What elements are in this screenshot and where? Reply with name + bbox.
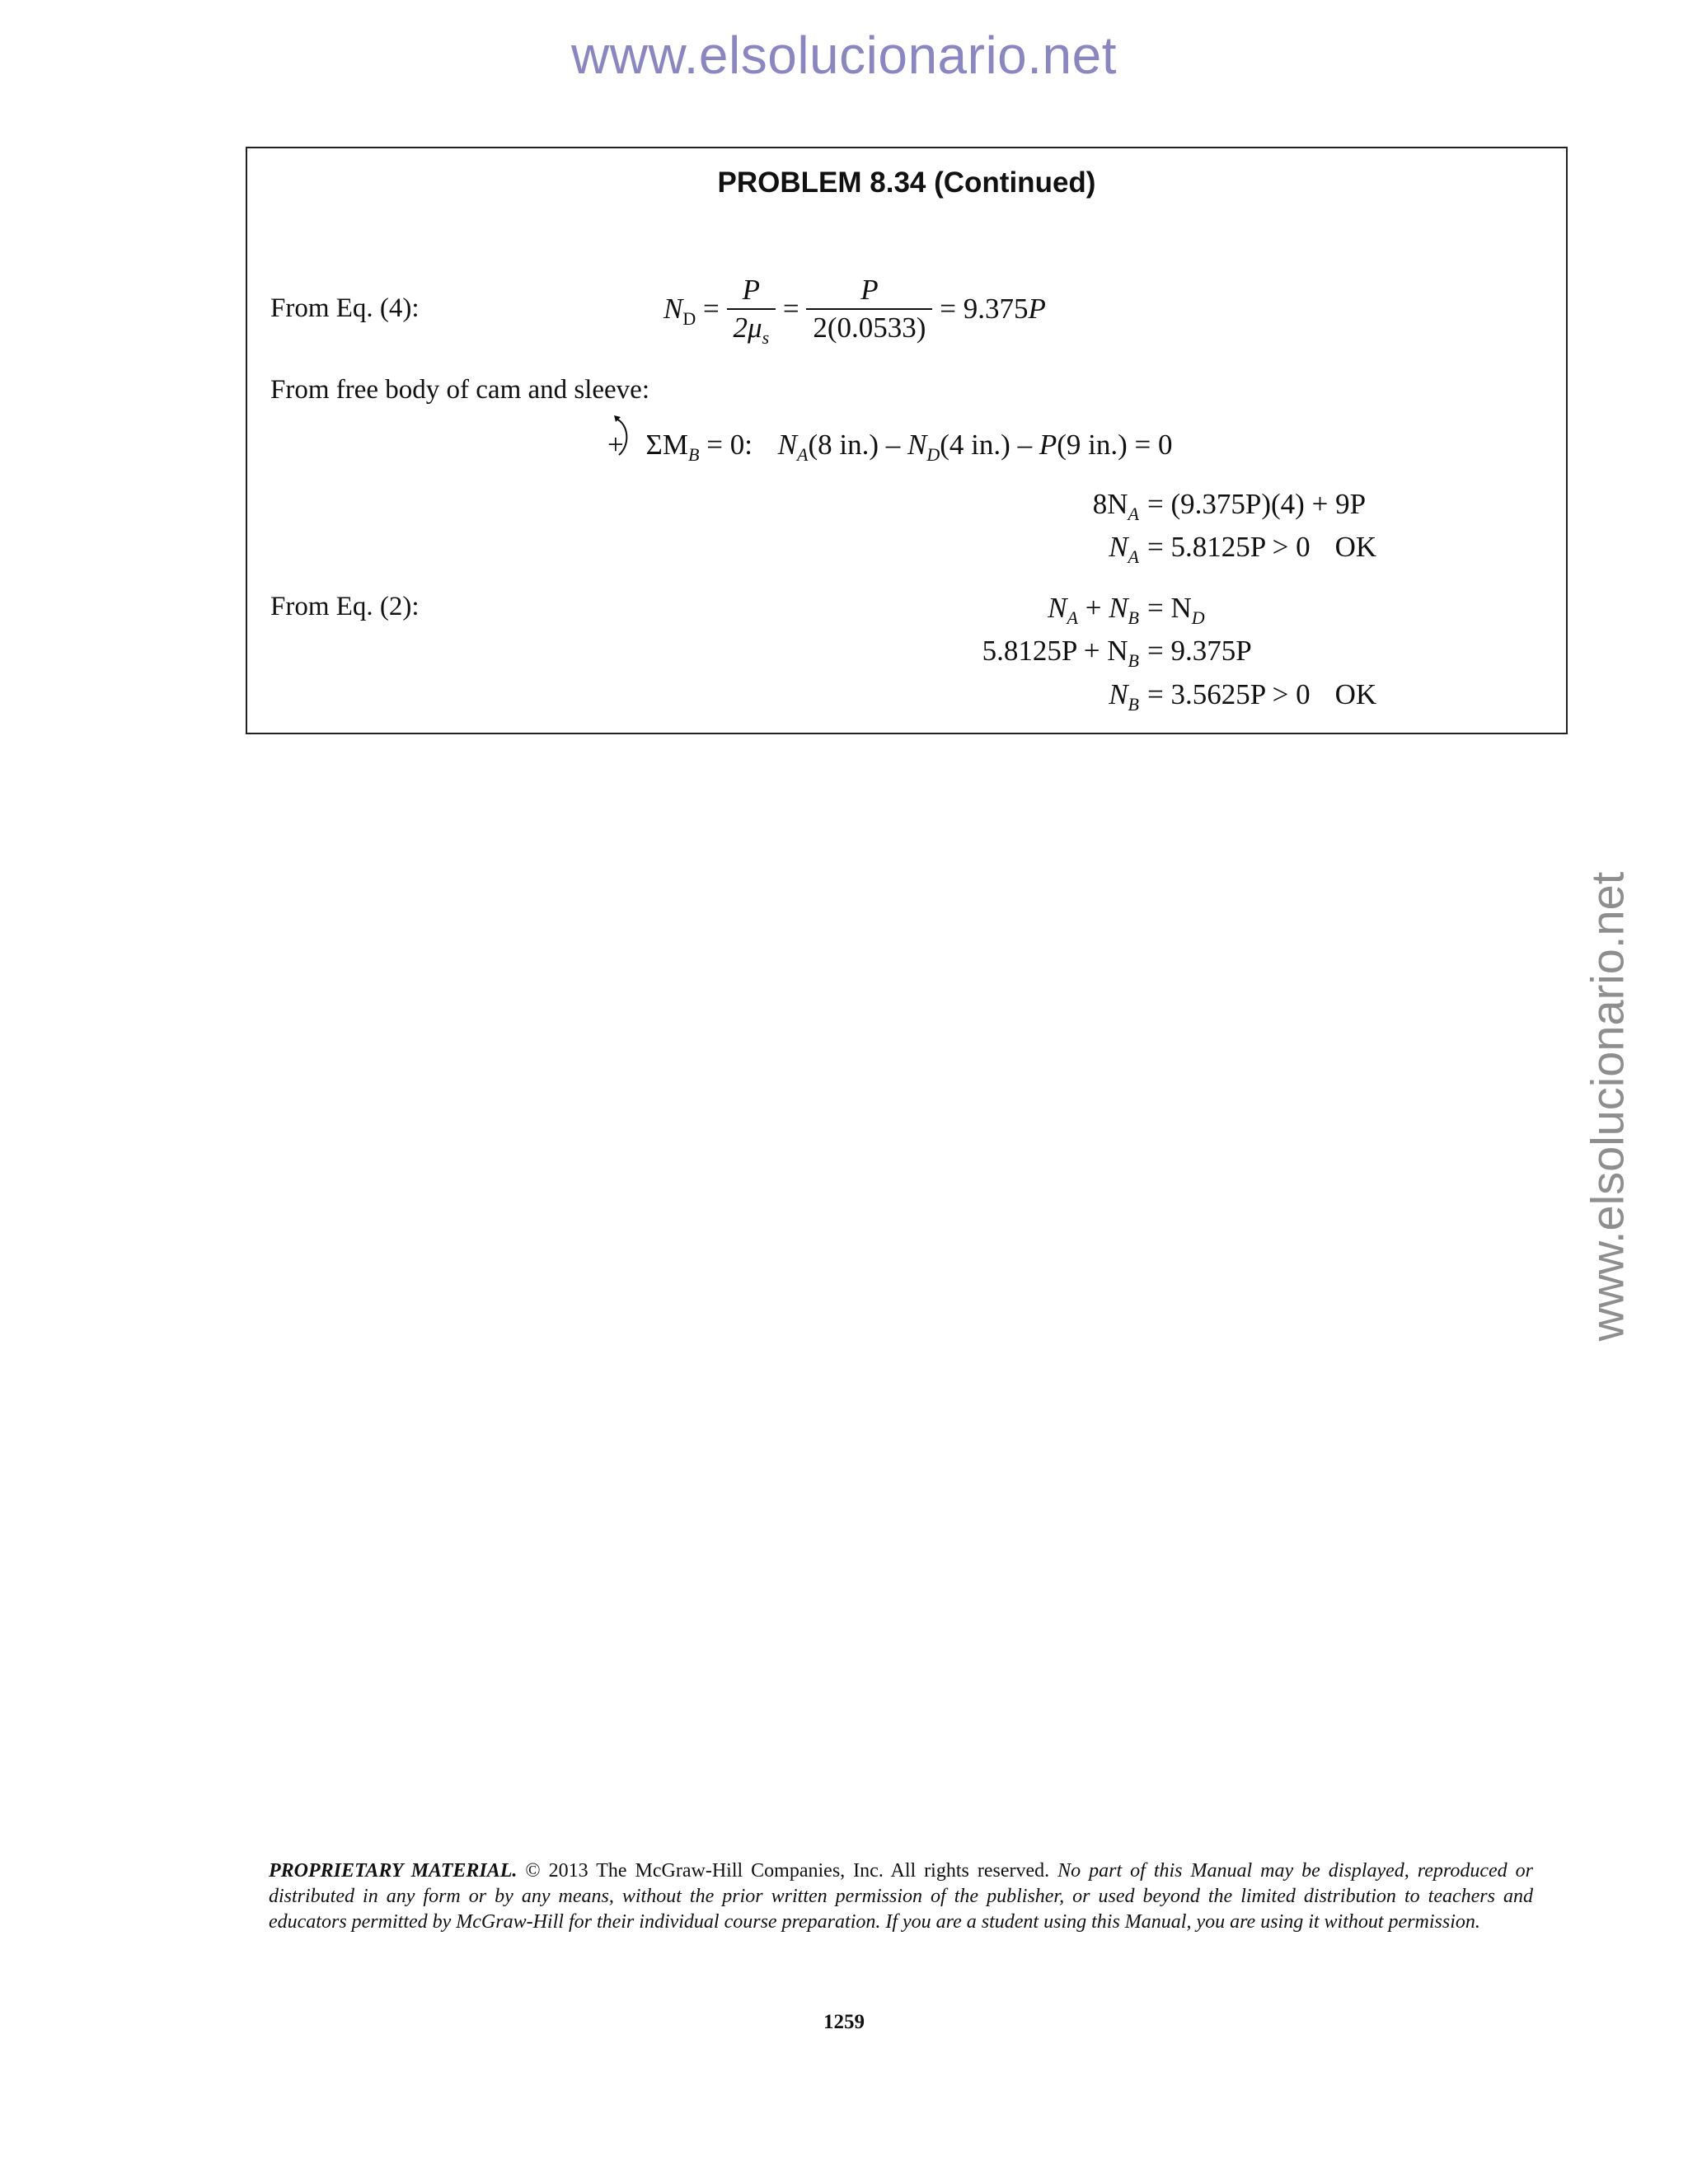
solution-box <box>246 147 1568 734</box>
equation-na-plus-nb-rhs: = $N_D$ <box>1147 592 1205 628</box>
ok-mark: OK <box>1334 531 1377 563</box>
nd-lhs: $N_D$ = <box>663 293 720 329</box>
moment-sum: $\Sigma M_B = 0$: <box>645 429 753 465</box>
watermark-side: www.elsolucionario.net <box>1581 871 1634 1342</box>
equation-na: $N_A$ <box>1109 531 1139 567</box>
equation-nb-rhs: = 3.5625P > 0 OK <box>1147 678 1377 710</box>
fraction-p-over-value: $\frac{P}{2(0.0533)}$ <box>806 272 932 346</box>
equation-moment <box>607 429 1173 465</box>
watermark-top: www.elsolucionario.net <box>571 26 1117 85</box>
label-from-eq-4: From Eq. (4): <box>270 293 420 323</box>
equation-nb: $N_B$ <box>1109 678 1139 715</box>
label-free-body: From free body of cam and sleeve: <box>270 375 650 405</box>
moment-terms: $N_A(8$ $in.) - N_D(4$ in.) – P(9 in.) = 0 <box>777 429 1173 465</box>
equation-8na: $8N_A$ <box>1092 488 1139 524</box>
equation-na-plus-nb: $N_A + N_B$ <box>1048 592 1139 628</box>
problem-title: PROBLEM 8.34 (Continued) <box>717 166 1096 199</box>
label-from-eq-2: From Eq. (2): <box>270 592 420 621</box>
ok-mark: OK <box>1334 678 1377 710</box>
equation-substitution: $5.8125P + N_B$ <box>982 635 1139 671</box>
fraction-p-over-2mu: $\frac{P}{2\mu_s}$ <box>727 272 776 346</box>
page-number: 1259 <box>823 2011 865 2033</box>
equation-substitution-rhs: = 9.375P <box>1147 635 1252 667</box>
counterclockwise-arrow-icon <box>612 414 634 460</box>
equation-na-rhs: = 5.8125P > 0 OK <box>1147 531 1377 563</box>
nd-result: = 9.375P <box>940 293 1046 325</box>
copyright-footer: PROPRIETARY MATERIAL. © 2013 The McGraw-Hill Companies, Inc. All rights reserved. No part of this Manual may be displayed, reproduced or distributed in any form or by any means, without the prior written permission of the publisher, or used beyond the limited distribution to teachers and educators permitted by McGraw-Hill for their individual course preparation. If you are a student using this Manual, you are using it without permission. <box>269 1860 1533 1933</box>
equation-8na-rhs: = (9.375P)(4) + 9P <box>1147 488 1367 520</box>
equation-nd: $N_D$ = $\frac{P}{2\mu_s}$ = $\frac{P}{2(0.0533)}$ = 9.375P <box>663 274 1046 348</box>
moment-sign: + <box>607 429 624 462</box>
